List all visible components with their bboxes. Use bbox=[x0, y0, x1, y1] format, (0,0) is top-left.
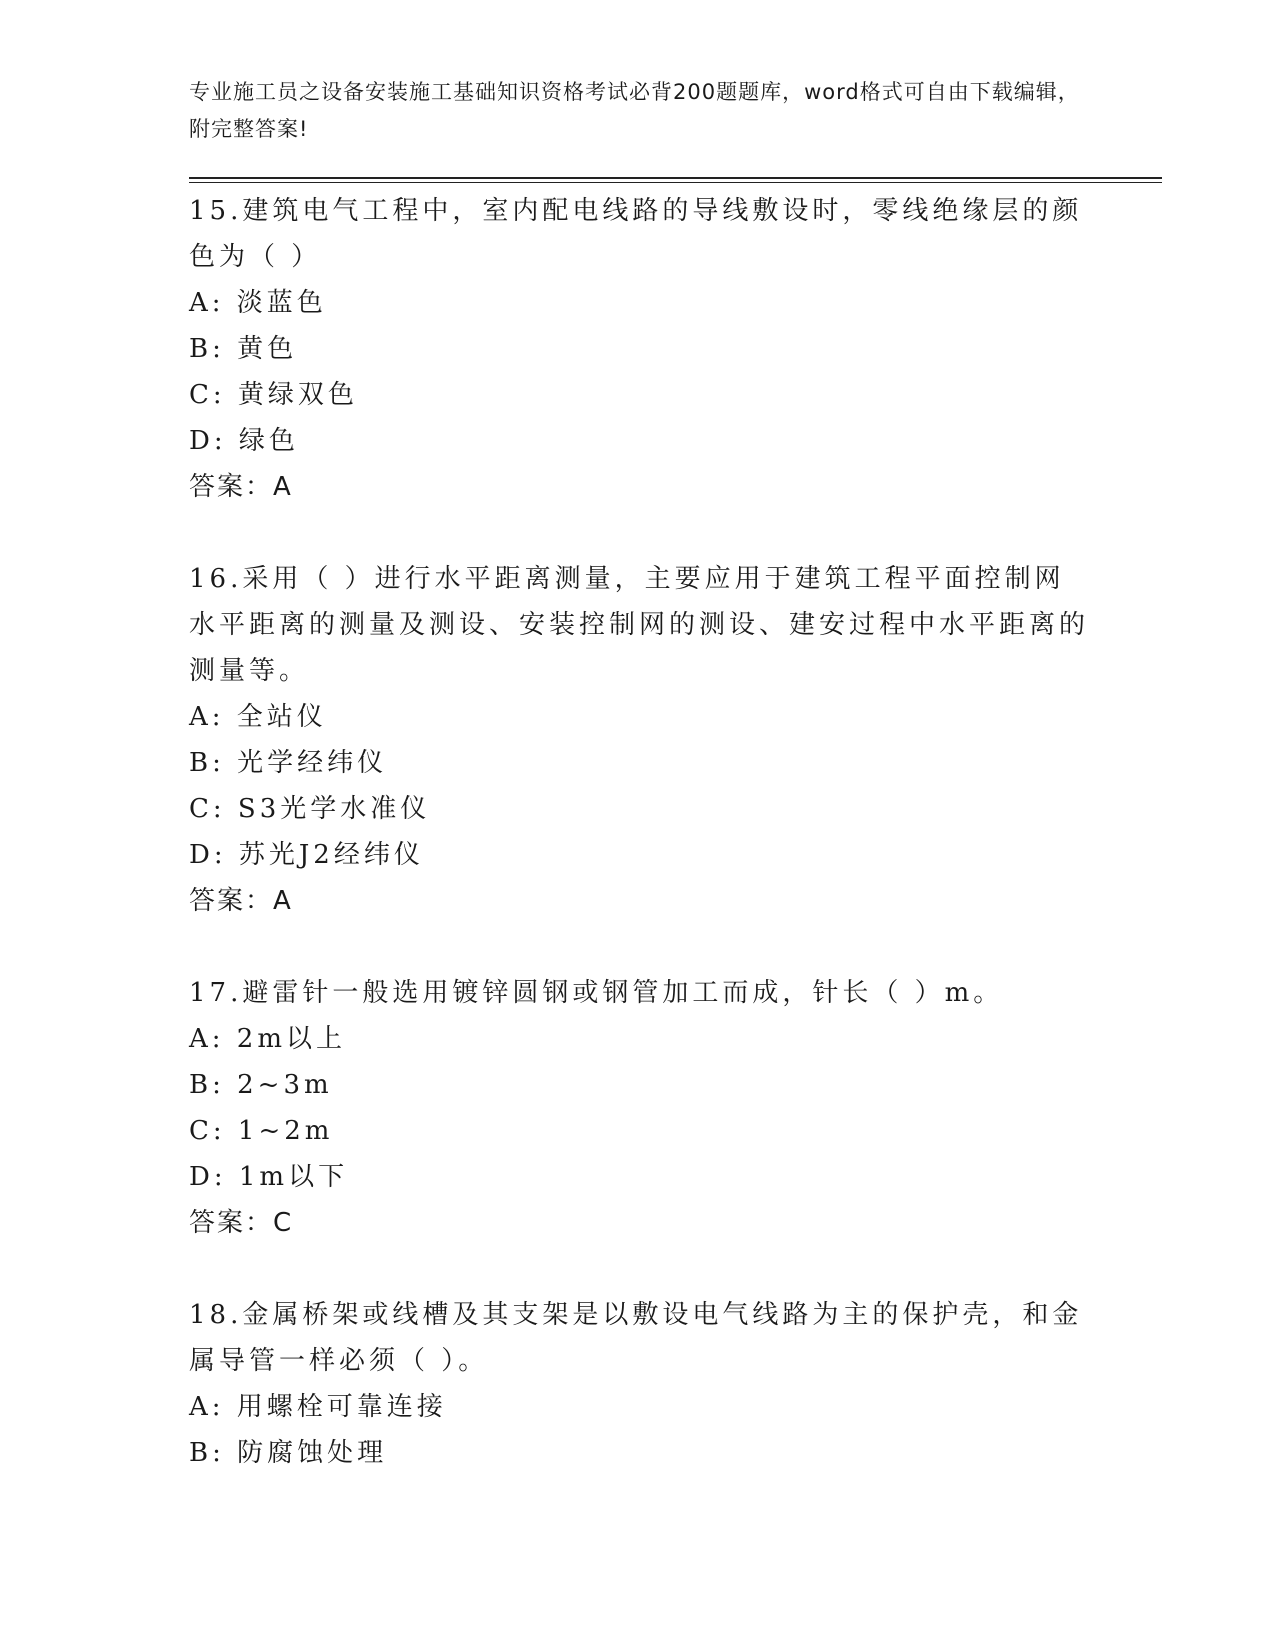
spacer bbox=[189, 510, 1089, 556]
option-d: D: 1m以下 bbox=[189, 1162, 349, 1192]
document-header: 专业施工员之设备安装施工基础知识资格考试必背200题题库，word格式可自由下载编辑，附完整答案! bbox=[189, 80, 1080, 141]
option-c: C: 1~2m bbox=[189, 1116, 334, 1146]
option-c: C: 黄绿双色 bbox=[189, 380, 358, 410]
option-b: B: 2~3m bbox=[189, 1070, 333, 1100]
option-b: B: 光学经纬仪 bbox=[189, 748, 388, 778]
header-divider-thick bbox=[189, 177, 1162, 179]
option-a: A: 2m以上 bbox=[189, 1024, 346, 1054]
question-16 bbox=[189, 556, 1089, 924]
question-stem: 15.建筑电气工程中，室内配电线路的导线敷设时，零线绝缘层的颜色为（ ） bbox=[189, 196, 1083, 272]
option-c: C: S3光学水准仪 bbox=[189, 794, 431, 824]
option-a: A: 全站仪 bbox=[189, 702, 327, 732]
spacer bbox=[189, 924, 1089, 970]
question-15 bbox=[189, 188, 1089, 510]
header-divider-thin bbox=[189, 182, 1162, 183]
question-stem: 18.金属桥架或线槽及其支架是以敷设电气线路为主的保护壳，和金属导管一样必须（ ）。 bbox=[189, 1300, 1083, 1376]
option-a: A: 用螺栓可靠连接 bbox=[189, 1392, 447, 1422]
answer-line: 答案：C bbox=[189, 1208, 294, 1238]
question-17 bbox=[189, 970, 1089, 1246]
answer-line: 答案：A bbox=[189, 886, 293, 916]
option-d: D: 苏光J2经纬仪 bbox=[189, 840, 424, 870]
question-list bbox=[189, 188, 1089, 1476]
question-18 bbox=[189, 1292, 1089, 1476]
spacer bbox=[189, 1246, 1089, 1292]
question-stem: 16.采用（ ）进行水平距离测量，主要应用于建筑工程平面控制网水平距离的测量及测设、安装控制网的测设、建安过程中水平距离的测量等。 bbox=[189, 564, 1090, 686]
option-d: D: 绿色 bbox=[189, 426, 299, 456]
answer-line: 答案：A bbox=[189, 472, 293, 502]
option-b: B: 黄色 bbox=[189, 334, 298, 364]
option-a: A: 淡蓝色 bbox=[189, 288, 327, 318]
option-b: B: 防腐蚀处理 bbox=[189, 1438, 388, 1468]
question-stem: 17.避雷针一般选用镀锌圆钢或钢管加工而成，针长（ ）m。 bbox=[189, 978, 1004, 1008]
